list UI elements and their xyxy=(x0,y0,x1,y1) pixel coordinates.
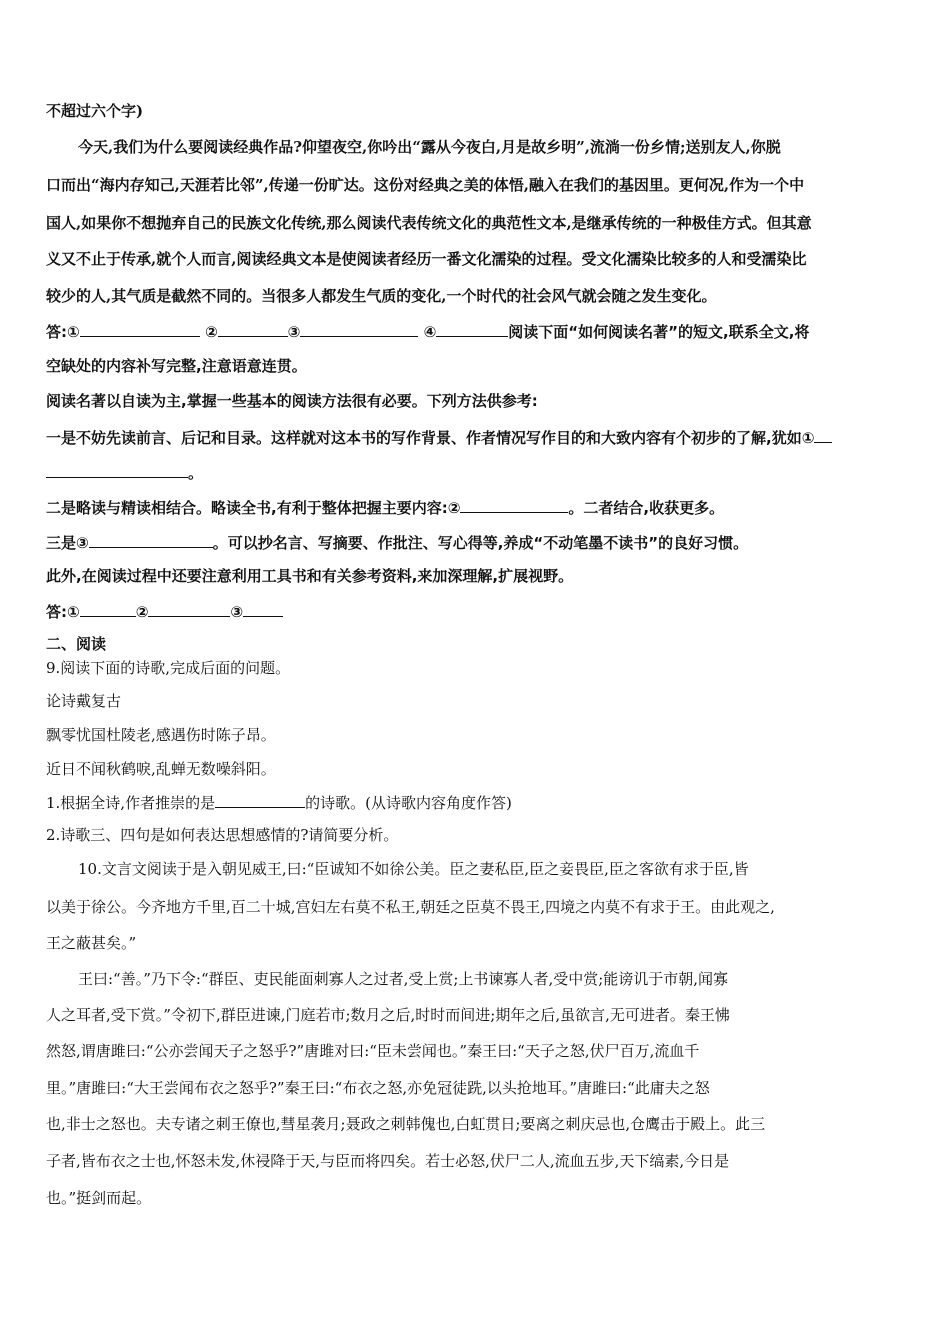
answer-prefix: 答:① xyxy=(46,323,80,341)
passage-line: 10.文言文阅读于是入朝见威王,曰:“臣诚知不如徐公美。臣之妻私臣,臣之妾畏臣,臣之客欲有求于臣,皆 xyxy=(78,860,749,878)
passage-line: 王曰:“善。”乃下令:“群臣、吏民能面刺寡人之过者,受上赏;上书谏寡人者,受中赏;能谤讥于市朝,闻寡 xyxy=(78,970,729,988)
answer-blank-2[interactable] xyxy=(218,320,288,337)
paragraph-line: 阅读名著以自读为主,掌握一些基本的阅读方法很有必要。下列方法供参考: xyxy=(46,392,538,410)
answer-blank-4[interactable] xyxy=(436,320,508,337)
passage-line: 然怒,谓唐雎曰:“公亦尝闻天子之怒乎?”唐雎对曰:“臣未尝闻也。”秦王曰:“天子之怒,伏尸百万,流血千 xyxy=(46,1042,700,1060)
method-three-text: 三是③ xyxy=(46,534,89,552)
question-9: 9.阅读下面的诗歌,完成后面的问题。 xyxy=(46,659,291,677)
method-three-tail: 。可以抄名言、写摘要、作批注、写心得等,养成“不动笔墨不读书”的良好习惯。 xyxy=(212,534,749,552)
passage-line: 也,非士之怒也。夫专诸之刺王僚也,彗星袭月;聂政之刺韩傀也,白虹贯日;要离之刺庆忌也,仓鹰击于殿上。此三 xyxy=(46,1115,766,1133)
blank-2[interactable] xyxy=(460,496,568,513)
intro-line0: 不超过六个字) xyxy=(46,102,144,120)
answer-prefix: 答:① xyxy=(46,603,80,621)
method-one-text: 一是不妨先读前言、后记和目录。这样就对这本书的写作背景、作者情况写作目的和大致内容有个初步的了解,犹如① xyxy=(46,429,815,447)
passage-line: 以美于徐公。今齐地方千里,百二十城,宫妇左右莫不私王,朝廷之臣莫不畏王,四境之内莫不有求于王。由此观之, xyxy=(46,898,775,916)
passage-line: 王之蔽甚矣。” xyxy=(46,934,137,952)
answer-blank-3[interactable] xyxy=(300,320,418,337)
answer-line-1 xyxy=(46,320,809,342)
blank-marker-2: ② xyxy=(135,603,149,621)
answer2-blank-3[interactable] xyxy=(243,600,283,617)
instruction-line: 空缺处的内容补写完整,注意语意连贯。 xyxy=(46,357,307,375)
method-two-text: 二是略读与精读相结合。略读全书,有利于整体把握主要内容:② xyxy=(46,499,461,517)
blank-marker-4: ④ xyxy=(423,323,437,341)
blank-marker-3: ③ xyxy=(287,323,301,341)
paragraph-line xyxy=(46,531,748,553)
paragraph-line xyxy=(46,496,724,518)
paragraph-line: 此外,在阅读过程中还要注意利用工具书和有关参考资料,来加深理解,扩展视野。 xyxy=(46,567,574,585)
passage-line: 也。”挺剑而起。 xyxy=(46,1189,152,1207)
paragraph-line xyxy=(46,461,203,483)
question-9-2: 2.诗歌三、四句是如何表达思想感情的?请简要分析。 xyxy=(46,826,399,844)
answer2-blank-1[interactable] xyxy=(80,600,136,617)
answer-blank-1[interactable] xyxy=(80,320,200,337)
blank-1-start[interactable] xyxy=(814,426,832,443)
poem-line: 飘零忧国杜陵老,感遇伤时陈子昂。 xyxy=(46,726,276,744)
blank-marker-3: ③ xyxy=(230,603,244,621)
paragraph-line: 口而出“海内存知己,天涯若比邻”,传递一份旷达。这份对经典之美的体悟,融入在我们的基因里。更何况,作为一个中 xyxy=(46,176,805,194)
section-heading: 二、阅读 xyxy=(46,635,107,653)
blank-3[interactable] xyxy=(89,531,213,548)
answer-tail: 阅读下面“如何阅读名著”的短文,联系全文,将 xyxy=(508,323,810,341)
period: 。 xyxy=(188,464,204,482)
poem-title: 论诗戴复古 xyxy=(46,692,122,710)
blank-1-cont[interactable] xyxy=(46,461,188,478)
question-9-1 xyxy=(46,791,512,813)
paragraph-line xyxy=(46,426,832,448)
paragraph-line: 国人,如果你不想抛弃自己的民族文化传统,那么阅读代表传统文化的典范性文本,是继承传统的一种极佳方式。但其意 xyxy=(46,214,812,232)
paragraph-line: 今天,我们为什么要阅读经典作品?仰望夜空,你吟出“露从今夜白,月是故乡明”,流淌一份乡情;送别友人,你脱 xyxy=(78,138,781,156)
passage-line: 里。”唐雎曰:“大王尝闻布衣之怒乎?”秦王曰:“布衣之怒,亦免冠徒跣,以头抢地耳。”唐雎曰:“此庸夫之怒 xyxy=(46,1079,710,1097)
answer-line-2 xyxy=(46,600,283,622)
method-two-tail: 。二者结合,收获更多。 xyxy=(568,499,725,517)
question-text-tail: 的诗歌。(从诗歌内容角度作答) xyxy=(305,794,512,812)
blank-marker-2: ② xyxy=(204,323,218,341)
poem-line: 近日不闻秋鹤唳,乱蝉无数噪斜阳。 xyxy=(46,760,276,778)
question-text: 1.根据全诗,作者推崇的是 xyxy=(46,794,216,812)
passage-line: 子者,皆布衣之士也,怀怒未发,休祲降于天,与臣而将四矣。若士必怒,伏尸二人,流血五步,天下缟素,今日是 xyxy=(46,1152,730,1170)
answer2-blank-2[interactable] xyxy=(148,600,230,617)
passage-line: 人之耳者,受下赏。”令初下,群臣进谏,门庭若市;数月之后,时时而间进;期年之后,虽欲言,无可进者。秦王怫 xyxy=(46,1006,730,1024)
q9-blank[interactable] xyxy=(215,791,305,808)
paragraph-line: 义又不止于传承,就个人而言,阅读经典文本是使阅读者经历一番文化濡染的过程。受文化濡染比较多的人和受濡染比 xyxy=(46,250,807,268)
paragraph-line: 较少的人,其气质是截然不同的。当很多人都发生气质的变化,一个时代的社会风气就会随之发生变化。 xyxy=(46,287,717,305)
